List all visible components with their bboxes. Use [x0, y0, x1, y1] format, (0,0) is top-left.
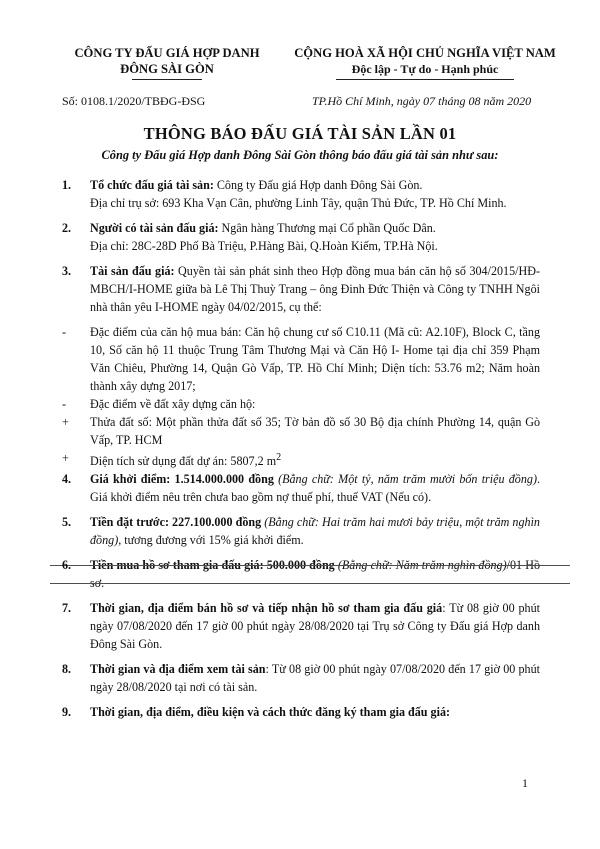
document-number: Số: 0108.1/2020/TBĐG-ĐSG: [62, 94, 206, 108]
detail-apartment: [62, 323, 540, 395]
page-number: 1: [522, 776, 528, 790]
item-number: 3.: [62, 264, 72, 278]
detail-text: Đặc điểm về đất xây dựng căn hộ:: [90, 397, 256, 411]
item-text: Quyền tài sản phát sinh theo Hợp đồng mua bán căn hộ số 304/2015/HĐ-MBCH/I-HOME giữa bà Lê Thị Thuỳ Trang – ông Đinh Đức Thiện và Công ty TNHH Ngôi nhà thân yêu I-HOME ngày 04/02/2015, cụ thể:: [90, 264, 540, 314]
company-name-line1: CÔNG TY ĐẤU GIÁ HỢP DANH: [74, 46, 260, 60]
nation-name: CỘNG HOÀ XÃ HỘI CHỦ NGHĨA VIỆT NAM: [294, 46, 556, 60]
item-text: , tương đương với 15% giá khởi điểm.: [118, 533, 304, 548]
item-amount-in-words: (Bằng chữ: Một tỷ, năm trăm mười bốn triệu đồng): [273, 472, 537, 487]
item-registration: [62, 703, 540, 721]
notice-title: THÔNG BÁO ĐẤU GIÁ TÀI SẢN LẦN 01: [143, 124, 457, 143]
detail-land: [62, 395, 540, 413]
dash-marker: -: [62, 397, 67, 411]
item-organizer: [62, 176, 540, 212]
company-underline: [132, 79, 202, 80]
dash-marker: -: [62, 325, 67, 339]
item-dossier-sale-time: [62, 599, 540, 653]
motto-underline: [336, 79, 514, 80]
item-label: Giá khởi điểm: 1.514.000.000 đồng: [90, 472, 274, 487]
plus-marker: +: [62, 451, 69, 465]
item-number: 2.: [62, 221, 72, 235]
item-label: Thời gian, địa điểm bán hồ sơ và tiếp nhận hồ sơ tham gia đấu giá: [90, 601, 443, 616]
item-address: Địa chỉ trụ sở: 693 Kha Vạn Cân, phường Linh Tây, quận Thủ Đức, TP. Hồ Chí Minh.: [90, 196, 507, 210]
strikethrough-line: [50, 565, 570, 566]
strikethrough-line: [50, 583, 570, 584]
item-viewing-time: [62, 660, 540, 696]
item-number: 5.: [62, 515, 72, 530]
item-text: Ngân hàng Thương mại Cổ phần Quốc Dân.: [218, 221, 436, 235]
item-label: Tiền mua hồ sơ tham gia đấu giá: 500.000 đồng: [90, 558, 335, 573]
item-text: : Từ 08 giờ 00 phút ngày 07/08/2020 đến 17 giờ 00 phút ngày 28/08/2020 tại nơi có tài sản.: [90, 662, 540, 695]
area-unit-superscript: 2: [276, 452, 282, 463]
notice-body: [62, 176, 540, 721]
document-date: TP.Hồ Chí Minh, ngày 07 tháng 08 năm 2020: [312, 94, 532, 108]
item-label: Thời gian và địa điểm xem tài sản: [90, 662, 266, 677]
item-starting-price: [62, 470, 540, 506]
item-amount-in-words: (Bằng chữ: Năm trăm nghìn đồng): [334, 558, 507, 573]
item-text: Công ty Đấu giá Hợp danh Đông Sài Gòn.: [213, 178, 423, 192]
item-text: /01 Hồ sơ.: [90, 558, 540, 591]
company-header: [62, 45, 272, 80]
item-amount-in-words: (Bằng chữ: Hai trăm hai mươi bảy triệu, một trăm nghìn đồng): [90, 515, 540, 548]
item-label: Thời gian, địa điểm, điều kiện và cách thức đăng ký tham gia đấu giá:: [90, 705, 451, 720]
plus-marker: +: [62, 415, 69, 429]
item-number: 8.: [62, 662, 72, 677]
item-number: 6.: [62, 558, 72, 573]
nation-motto: Độc lập - Tự do - Hạnh phúc: [351, 62, 499, 76]
company-name-line2: ĐÔNG SÀI GÒN: [120, 62, 214, 76]
item-asset-owner: [62, 219, 540, 255]
nation-header: [280, 45, 570, 80]
notice-subtitle: Công ty Đấu giá Hợp danh Đông Sài Gòn thông báo đấu giá tài sản như sau:: [101, 148, 499, 162]
item-deposit: [62, 513, 540, 549]
item-number: 7.: [62, 601, 72, 616]
item-number: 1.: [62, 178, 72, 192]
item-label: Tài sản đấu giá:: [90, 264, 175, 278]
detail-land-plot: [62, 413, 540, 449]
item-text: . Giá khởi điểm nêu trên chưa bao gồm nợ thuế phí, thuế VAT (Nếu có).: [90, 472, 541, 505]
item-dossier-fee: [62, 556, 540, 592]
item-address: Địa chỉ: 28C-28D Phố Bà Triệu, P.Hàng Bài, Q.Hoàn Kiếm, TP.Hà Nội.: [90, 239, 438, 253]
detail-text: Diện tích sử dụng đất dự án: 5807,2 m: [90, 454, 277, 469]
item-auction-asset: [62, 262, 540, 316]
detail-text: Đặc điểm của căn hộ mua bán: Căn hộ chung cư số C10.11 (Mã cũ: A2.10F), Block C, tầng 10, Số căn hộ 11 thuộc Trung Tâm Thương Mại và Căn Hộ I- Home tại địa chỉ 359 Phạm Văn Chiêu, Phường 14, Quận Gò Vấp, TP. Hồ Chí Minh; Diện tích: 53.76 m2; Năm hoàn thành xây dựng 2017;: [90, 325, 540, 393]
item-number: 4.: [62, 472, 72, 487]
item-number: 9.: [62, 705, 72, 720]
detail-text: Thửa đất số: Một phần thửa đất số 35; Tờ bản đồ số 30 Bộ địa chính Phường 14, quận Gò Vấp, TP. HCM: [90, 415, 540, 447]
item-label: Tổ chức đấu giá tài sản:: [90, 178, 214, 192]
item-label: Người có tài sản đấu giá:: [90, 221, 219, 235]
item-label: Tiền đặt trước: 227.100.000 đồng: [90, 515, 262, 530]
item-text: : Từ 08 giờ 00 phút ngày 07/08/2020 đến 17 giờ 00 phút ngày 28/08/2020 tại Trụ sở Công ty Đấu giá Hợp danh Đông Sài Gòn.: [90, 601, 540, 652]
detail-land-area: [62, 449, 540, 470]
